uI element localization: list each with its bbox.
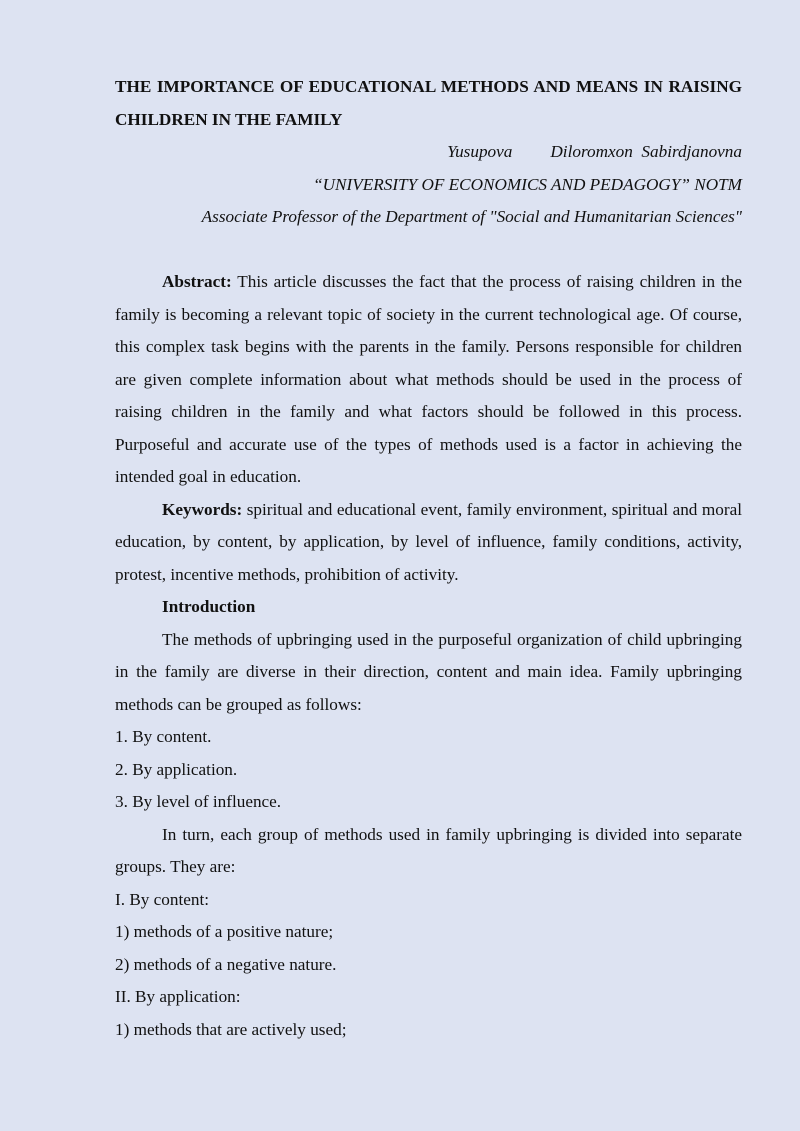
keywords-paragraph — [115, 494, 742, 592]
introduction-paragraph-1: The methods of upbringing used in the purposeful organization of child upbringing in the family are diverse in their direction, content and main idea. Family upbringing methods can be grouped as follows: — [115, 629, 742, 714]
introduction-heading — [115, 591, 742, 624]
author-name — [115, 136, 742, 169]
keywords-text: spiritual and educational event, family environment, spiritual and moral education, by content, by application, by level of influence, family conditions, activity, protest, incentive methods, prohibition of activity. — [115, 499, 742, 584]
article-body — [115, 71, 742, 1046]
author-position: Associate Professor of the Department of "Social and Humanitarian Sciences" — [201, 207, 742, 226]
author-given-names: Diloromxon Sabirdjanovna — [550, 142, 742, 161]
author-affiliation: “UNIVERSITY OF ECONOMICS AND PEDAGOGY” NOTM — [313, 174, 742, 194]
list-item: 2. By application. — [115, 759, 238, 779]
abstract-paragraph — [115, 266, 742, 494]
section-subheading: I. By content: — [115, 889, 210, 909]
abstract-label: Abstract: — [162, 272, 232, 291]
keywords-label: Keywords: — [162, 499, 243, 519]
author-surname: Yusupova — [447, 142, 513, 161]
article-title: THE IMPORTANCE OF EDUCATIONAL METHODS AND MEANS IN RAISING CHILDREN IN THE FAMILY — [115, 77, 742, 129]
list-item: 3. By level of influence. — [115, 792, 282, 811]
list-item: 2) methods of a negative nature. — [115, 954, 337, 974]
list-item: 1) methods of a positive nature; — [115, 922, 334, 941]
section-subheading: II. By application: — [115, 987, 241, 1006]
abstract-text: This article discusses the fact that the process of raising children in the family is becoming a relevant topic of society in the current technological age. Of course, this complex task begins with the parents in the family. Persons responsible for children are given complete information about what methods should be used in the process of raising children in the family and what factors should be followed in this process. Purposeful and accurate use of the types of methods used is a factor in achieving the intended goal in education. — [115, 272, 742, 486]
introduction-paragraph-2: In turn, each group of methods used in family upbringing is divided into separate groups. They are: — [115, 824, 742, 876]
spacer — [115, 234, 742, 267]
list-item: 1. By content. — [115, 727, 212, 746]
introduction-heading-text: Introduction — [162, 597, 256, 616]
list-item: 1) methods that are actively used; — [115, 1019, 347, 1039]
